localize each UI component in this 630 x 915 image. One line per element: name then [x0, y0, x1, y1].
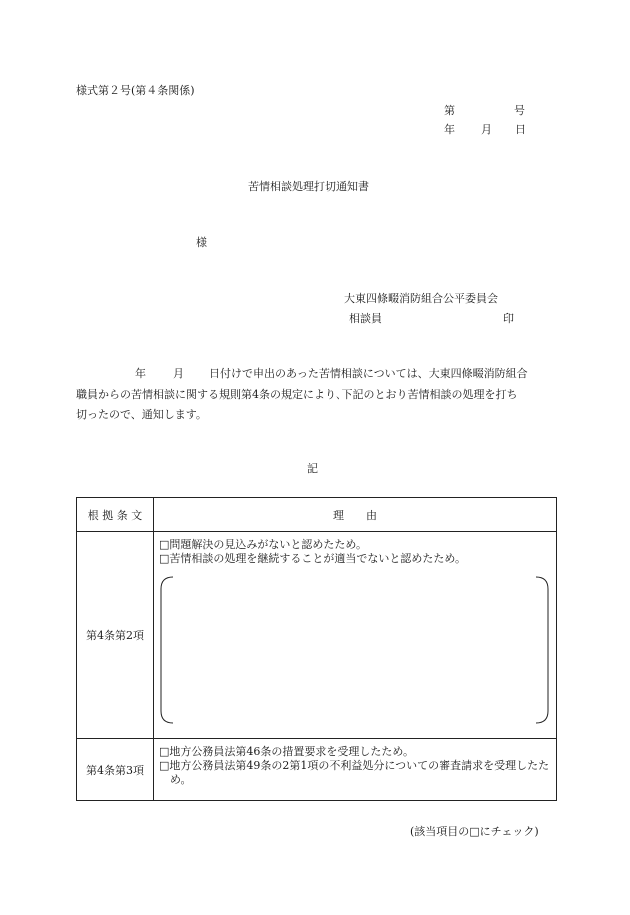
- date-day-label: 日: [515, 123, 526, 136]
- document-title: 苦情相談処理打切通知書: [248, 180, 369, 193]
- issuer-role: 相談員: [349, 312, 382, 325]
- body-date-year: 年: [135, 367, 146, 380]
- article-cell: 第4条第3項: [77, 739, 154, 801]
- doc-number-prefix: 第: [444, 104, 455, 117]
- reason-cell: [154, 532, 557, 739]
- checkbox-option[interactable]: □地方公務員法第46条の措置要求を受理したため。: [159, 745, 414, 758]
- body-text-line-2: 職員からの苦情相談に関する規則第4条の規定により､下記のとおり苦情相談の処理を打ち: [76, 388, 518, 401]
- bracket-frame-icon: [159, 576, 552, 724]
- addressee-suffix: 様: [196, 236, 207, 249]
- footnote: (該当項目の□にチェック): [410, 825, 539, 838]
- seal-mark: 印: [503, 312, 514, 325]
- table-header-row: [77, 498, 557, 532]
- body-text-line-1: 日付けで申出のあった苦情相談については、大東四條畷消防組合: [209, 367, 528, 380]
- table-row: [77, 532, 557, 739]
- date-year-label: 年: [444, 123, 455, 136]
- header-article: 根 拠 条 文: [77, 498, 154, 532]
- grounds-table: [76, 497, 557, 801]
- body-text-line-3: 切ったので、通知します。: [76, 408, 207, 421]
- form-number: 様式第２号(第４条関係): [76, 84, 195, 97]
- ki-heading: 記: [307, 462, 318, 475]
- article-cell: 第4条第2項: [77, 532, 154, 739]
- header-reason: 理 由: [154, 498, 557, 532]
- table-row: [77, 739, 557, 801]
- doc-number-suffix: 号: [514, 104, 525, 117]
- reason-cell: [154, 739, 557, 801]
- date-month-label: 月: [481, 123, 492, 136]
- free-text-bracket[interactable]: [159, 576, 551, 724]
- checkbox-option[interactable]: □問題解決の見込みがないと認めたため。: [159, 538, 367, 551]
- body-date-month: 月: [173, 367, 184, 380]
- issuer-organization: 大東四條畷消防組合公平委員会: [344, 292, 498, 305]
- checkbox-option[interactable]: □苦情相談の処理を継続することが適当でないと認めたため。: [159, 552, 466, 565]
- checkbox-option[interactable]: □地方公務員法第49条の2第1項の不利益処分についての審査請求を受理したため。: [159, 759, 550, 786]
